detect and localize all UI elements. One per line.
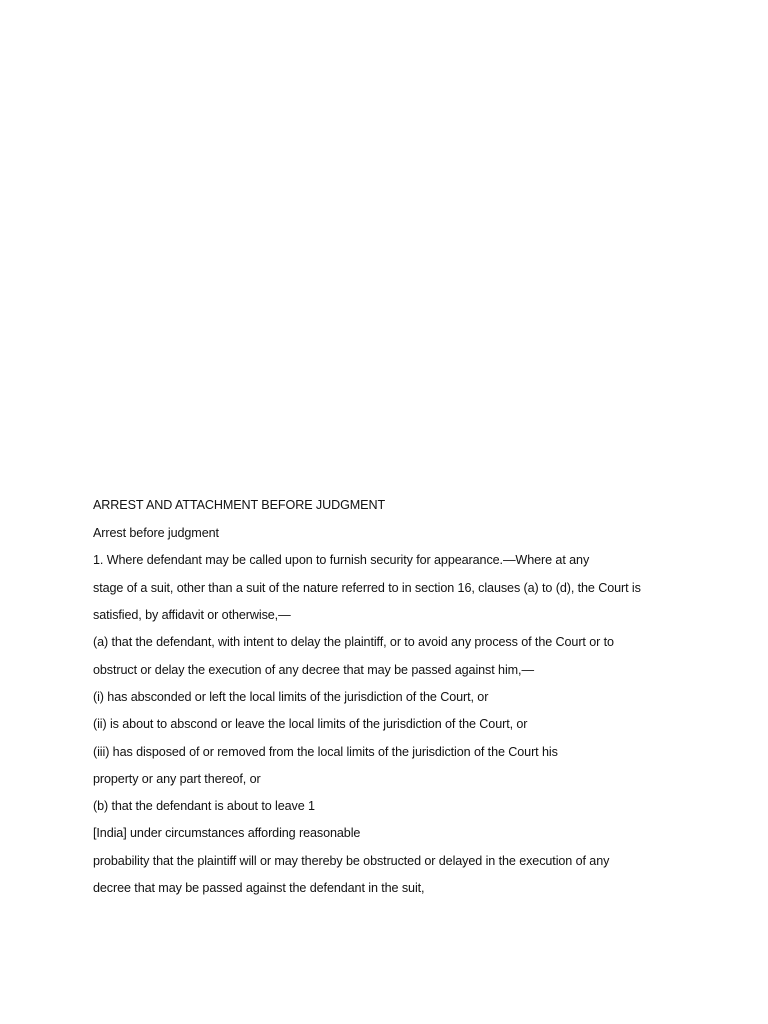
paragraph-line: satisfied, by affidavit or otherwise,—: [93, 608, 291, 622]
paragraph-line: probability that the plaintiff will or may thereby be obstructed or delayed in the execution of any: [93, 854, 610, 868]
paragraph-line: decree that may be passed against the defendant in the suit,: [93, 881, 425, 895]
subclause-iii: (iii) has disposed of or removed from the local limits of the jurisdiction of the Court his: [93, 745, 558, 759]
clause-a: (a) that the defendant, with intent to delay the plaintiff, or to avoid any process of the Court or to: [93, 635, 614, 649]
paragraph-line: 1. Where defendant may be called upon to furnish security for appearance.—Where at any: [93, 553, 590, 567]
paragraph-line: property or any part thereof, or: [93, 772, 261, 786]
clause-b: (b) that the defendant is about to leave 1: [93, 799, 315, 813]
subsection-heading: Arrest before judgment: [93, 526, 219, 540]
paragraph-line: obstruct or delay the execution of any decree that may be passed against him,—: [93, 663, 534, 677]
paragraph-line: [India] under circumstances affording reasonable: [93, 826, 361, 840]
subclause-ii: (ii) is about to abscond or leave the local limits of the jurisdiction of the Court, or: [93, 717, 528, 731]
section-heading: ARREST AND ATTACHMENT BEFORE JUDGMENT: [93, 498, 386, 512]
subclause-i: (i) has absconded or left the local limits of the jurisdiction of the Court, or: [93, 690, 489, 704]
paragraph-line: stage of a suit, other than a suit of the nature referred to in section 16, clauses (a) to (d), the Court is: [93, 581, 641, 595]
